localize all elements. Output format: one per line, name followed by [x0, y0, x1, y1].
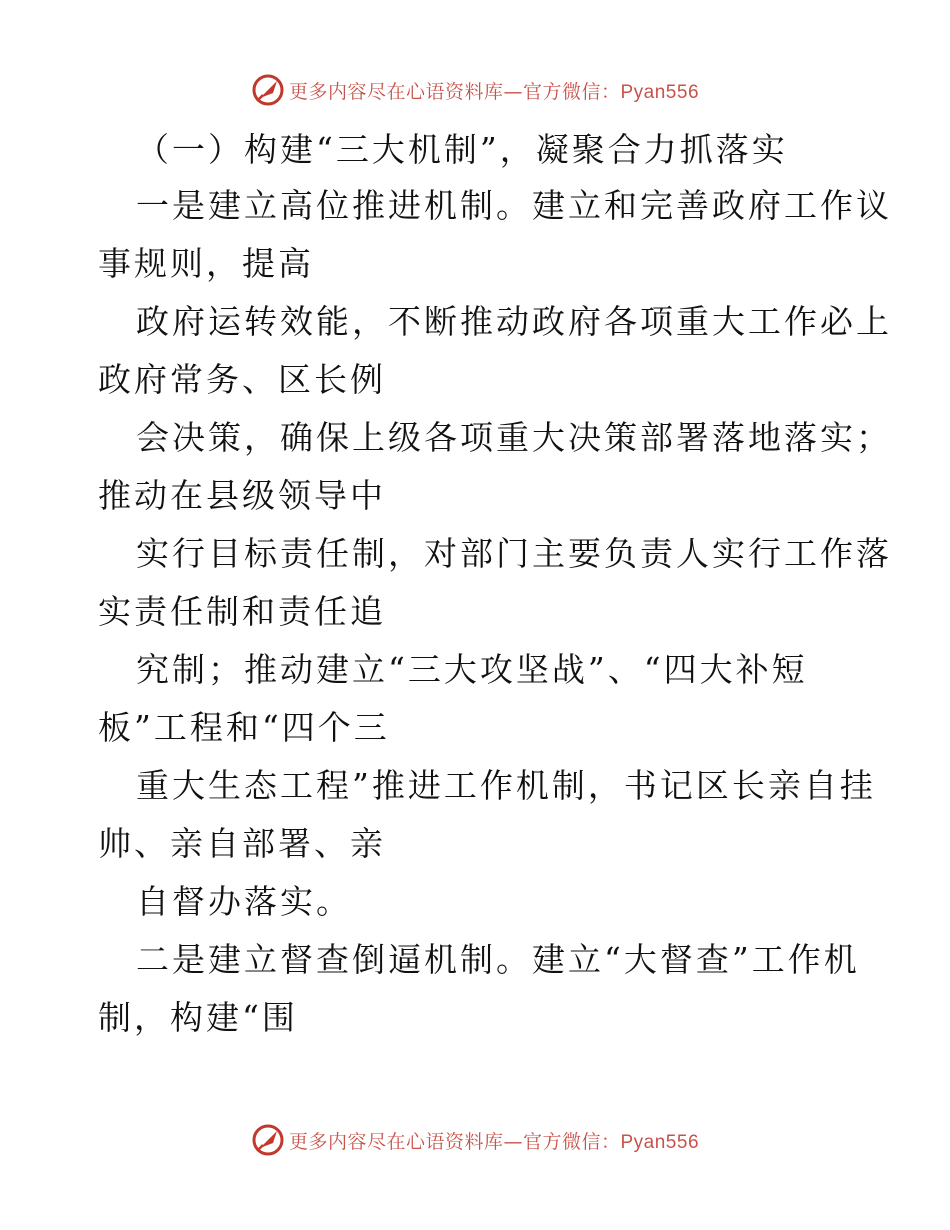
footer-watermark [0, 1122, 950, 1158]
paragraph-line: 政府运转效能，不断推动政府各项重大工作必上 [136, 302, 892, 341]
paragraph-line: 一是建立高位推进机制。建立和完善政府工作议 [136, 186, 892, 225]
paragraph-line: 制，构建“围 [98, 998, 298, 1037]
paragraph-line: 究制；推动建立“三大攻坚战”、“四大补短 [136, 650, 808, 689]
watermark-text: 更多内容尽在心语资料库—官方微信：Pyan556 [288, 80, 700, 103]
paragraph-line: 推动在县级领导中 [98, 476, 386, 515]
paragraph-line: 帅、亲自部署、亲 [98, 824, 386, 863]
paragraph-line: 重大生态工程”推进工作机制，书记区长亲自挂 [136, 766, 876, 805]
quill-logo-icon [251, 1123, 285, 1157]
paragraph-line: 实责任制和责任追 [98, 592, 386, 631]
header-watermark [0, 72, 950, 108]
watermark-text: 更多内容尽在心语资料库—官方微信：Pyan556 [288, 1130, 700, 1153]
paragraph-line: 会决策，确保上级各项重大决策部署落地落实； [136, 418, 892, 457]
paragraph-line: 自督办落实。 [136, 882, 352, 921]
paragraph-line: 政府常务、区长例 [98, 360, 386, 399]
paragraph-line: 实行目标责任制，对部门主要负责人实行工作落 [136, 534, 892, 573]
paragraph-line: 二是建立督查倒逼机制。建立“大督查”工作机 [136, 940, 860, 979]
paragraph-line: 事规则，提高 [98, 244, 314, 283]
quill-logo-icon [251, 73, 285, 107]
paragraph-line: 板”工程和“四个三 [98, 708, 390, 747]
section-heading: （一）构建“三大机制”，凝聚合力抓落实 [136, 130, 788, 169]
